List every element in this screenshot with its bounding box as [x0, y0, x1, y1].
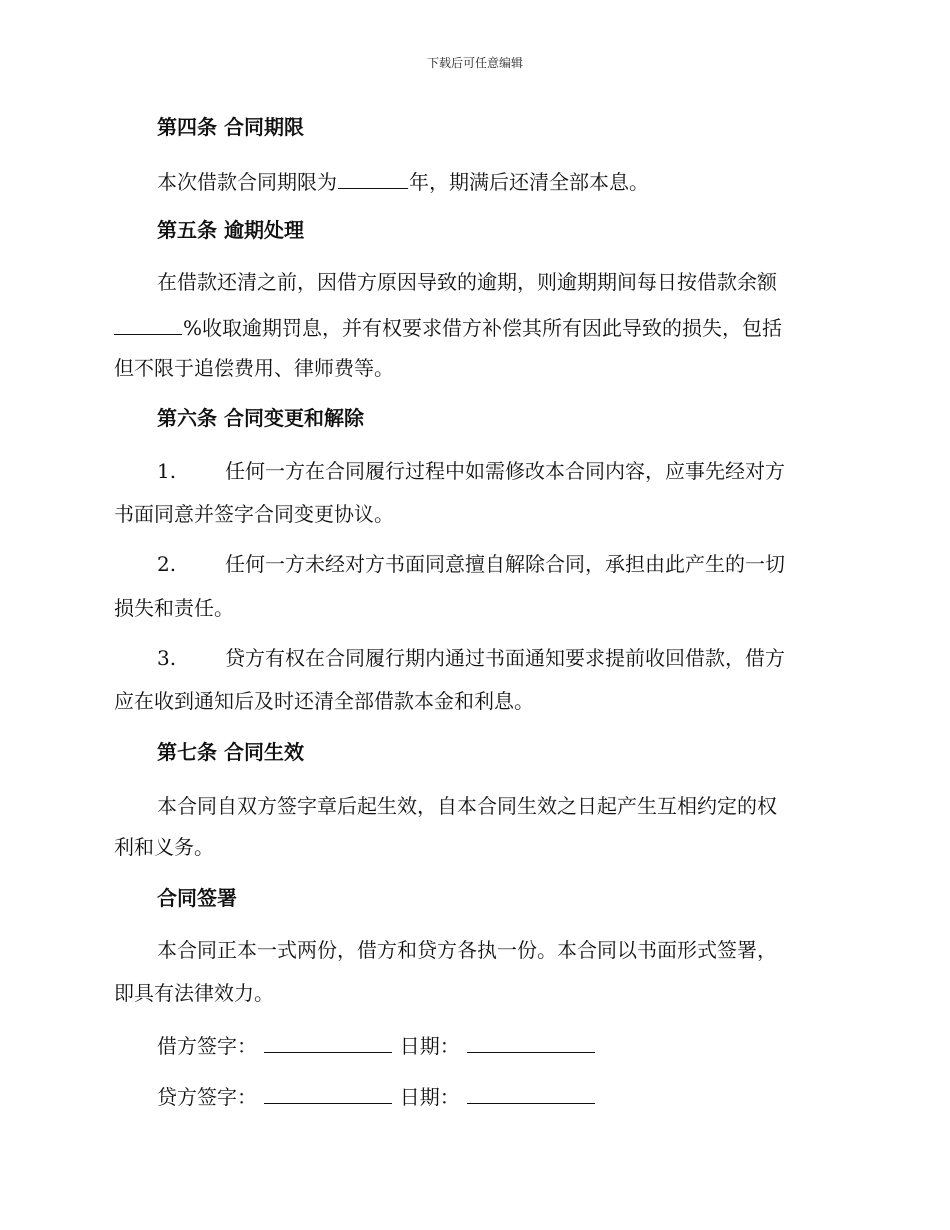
- list-item-line-1: 任何一方在合同履行过程中如需修改本合同内容，应事先经对方: [225, 459, 785, 483]
- page-header: 下载后可任意编辑: [426, 56, 523, 70]
- borrower-signature-row: [157, 1034, 596, 1057]
- section-6-heading: 第六条 合同变更和解除: [157, 406, 364, 430]
- list-item-line-1: 贷方有权在合同履行期内通过书面通知要求提前收回借款，借方: [225, 646, 785, 670]
- section-5-heading: 第五条 逾期处理: [157, 218, 304, 242]
- section-5-line-1: 在借款还清之前，因借方原因导致的逾期，则逾期期间每日按借款余额: [157, 270, 777, 294]
- borrower-date-label: 日期：: [399, 1034, 460, 1058]
- list-item-line-2: 损失和责任。: [114, 596, 234, 620]
- section-7-line-1: 本合同自双方签字章后起生效，自本合同生效之日起产生互相约定的权: [157, 794, 777, 818]
- lender-date-blank[interactable]: [467, 1085, 595, 1104]
- section-5-line-3: 但不限于追偿费用、律师费等。: [114, 356, 394, 380]
- section-4-heading: 第四条 合同期限: [157, 115, 304, 139]
- lender-signature-label: 贷方签字：: [157, 1085, 257, 1109]
- list-item-number: 2.: [157, 552, 177, 576]
- lender-signature-row: [157, 1085, 596, 1108]
- list-item-line-1: 任何一方未经对方书面同意擅自解除合同，承担由此产生的一切: [225, 552, 785, 576]
- section-4-paragraph: [157, 170, 649, 193]
- list-item: [157, 647, 785, 669]
- penalty-rate-suffix: %收取逾期罚息，并有权要求借方补偿其所有因此导致的损失，包括: [183, 316, 783, 340]
- lender-date-label: 日期：: [399, 1085, 460, 1109]
- borrower-signature-label: 借方签字：: [157, 1034, 257, 1058]
- borrower-date-blank[interactable]: [467, 1034, 595, 1053]
- signing-line-2: 即具有法律效力。: [114, 981, 274, 1005]
- signing-line-1: 本合同正本一式两份，借方和贷方各执一份。本合同以书面形式签署，: [157, 938, 777, 962]
- borrower-signature-blank[interactable]: [264, 1034, 392, 1053]
- list-item-line-2: 应在收到通知后及时还清全部借款本金和利息。: [114, 689, 534, 713]
- lender-signature-blank[interactable]: [264, 1085, 392, 1104]
- list-item-line-2: 书面同意并签字合同变更协议。: [114, 502, 394, 526]
- term-years-blank[interactable]: [338, 170, 408, 189]
- list-item: [157, 553, 785, 575]
- penalty-rate-blank[interactable]: [114, 316, 182, 335]
- signing-heading: 合同签署: [157, 886, 237, 910]
- list-item-number: 1.: [157, 459, 177, 483]
- section-7-heading: 第七条 合同生效: [157, 740, 304, 764]
- term-text-prefix: 本次借款合同期限为: [157, 170, 337, 194]
- section-5-line-2: [114, 316, 782, 339]
- section-7-line-2: 利和义务。: [114, 835, 214, 859]
- list-item: [157, 460, 785, 482]
- list-item-number: 3.: [157, 646, 177, 670]
- term-text-suffix: 年，期满后还清全部本息。: [409, 170, 649, 194]
